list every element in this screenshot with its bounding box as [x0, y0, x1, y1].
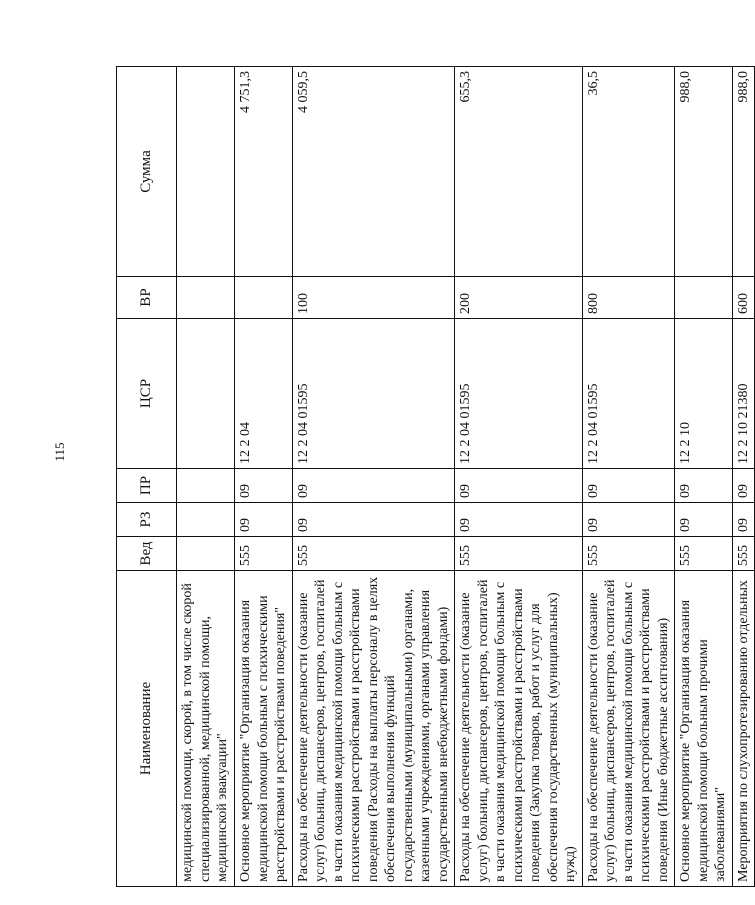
cell-rz: [177, 503, 235, 537]
cell-vr: 800: [582, 277, 675, 319]
cell-sum: 988,0: [675, 67, 733, 277]
cell-ved: 555: [732, 537, 755, 571]
cell-pr: [177, 469, 235, 503]
cell-csr: [177, 319, 235, 469]
cell-pr: 09: [235, 469, 293, 503]
header-vr: ВР: [117, 277, 177, 319]
table-row: [292, 67, 455, 887]
header-name: Наименование: [117, 571, 177, 887]
cell-sum: 4 751,3: [235, 67, 293, 277]
cell-vr: 200: [455, 277, 583, 319]
cell-name: Расходы на обеспечение деятельности (оказание услуг) больниц, диспансеров, центров, госпиталей в части оказания медицинской помощи больным с психическими расстройствами и расстройствами поведения (Иные бюджетные ассигнования): [582, 571, 675, 887]
table-row: [235, 67, 293, 887]
cell-ved: 555: [582, 537, 675, 571]
cell-csr: 12 2 04 01595: [582, 319, 675, 469]
cell-csr: 12 2 10 21380: [732, 319, 755, 469]
cell-name: Основное мероприятие "Организация оказания медицинской помощи больным с психическими расстройствами и расстройствами поведения": [235, 571, 293, 887]
page-number: 115: [52, 442, 67, 462]
cell-rz: 09: [455, 503, 583, 537]
cell-pr: 09: [292, 469, 455, 503]
budget-table-rotated: [116, 67, 751, 887]
header-sum: Сумма: [117, 67, 177, 277]
cell-ved: 555: [235, 537, 293, 571]
header-rz: РЗ: [117, 503, 177, 537]
cell-rz: 09: [235, 503, 293, 537]
cell-pr: 09: [675, 469, 733, 503]
cell-pr: 09: [582, 469, 675, 503]
table-row: [177, 67, 235, 887]
cell-rz: 09: [582, 503, 675, 537]
cell-pr: 09: [732, 469, 755, 503]
cell-name: Расходы на обеспечение деятельности (оказание услуг) больниц, диспансеров, центров, госпиталей в части оказания медицинской помощи больным с психическими расстройствами и расстройствами поведения (Расходы на выплаты персоналу в целях обеспечения выполнения функций государственными (муниципальными) органами, казенными учреждениями, органами управления государственными внебюджетными фондами): [292, 571, 455, 887]
header-ved: Вед: [117, 537, 177, 571]
cell-name: Мероприятия по слухопротезированию отдельных: [732, 571, 755, 887]
cell-sum: 4 059,5: [292, 67, 455, 277]
cell-rz: 09: [675, 503, 733, 537]
cell-vr: [675, 277, 733, 319]
cell-vr: [235, 277, 293, 319]
header-pr: ПР: [117, 469, 177, 503]
table-row: [582, 67, 675, 887]
cell-ved: 555: [675, 537, 733, 571]
cell-rz: 09: [732, 503, 755, 537]
cell-vr: 600: [732, 277, 755, 319]
cell-sum: [177, 67, 235, 277]
cell-name: Основное мероприятие "Организация оказания медицинской помощи больным прочими заболеваниями": [675, 571, 733, 887]
table-row: [732, 67, 755, 887]
header-row: [117, 67, 177, 887]
cell-sum: 655,3: [455, 67, 583, 277]
cell-csr: 12 2 10: [675, 319, 733, 469]
cell-csr: 12 2 04: [235, 319, 293, 469]
table-row: [455, 67, 583, 887]
cell-csr: 12 2 04 01595: [292, 319, 455, 469]
cell-sum: 988,0: [732, 67, 755, 277]
cell-sum: 36,5: [582, 67, 675, 277]
cell-ved: 555: [455, 537, 583, 571]
header-csr: ЦСР: [117, 319, 177, 469]
cell-pr: 09: [455, 469, 583, 503]
cell-rz: 09: [292, 503, 455, 537]
budget-table: [116, 66, 755, 887]
table-row: [675, 67, 733, 887]
cell-vr: 100: [292, 277, 455, 319]
cell-name: медицинской помощи, скорой, в том числе скорой специализированной, медицинской помощи, медицинской эвакуации": [177, 571, 235, 887]
cell-vr: [177, 277, 235, 319]
cell-ved: 555: [292, 537, 455, 571]
cell-name: Расходы на обеспечение деятельности (оказание услуг) больниц, диспансеров, центров, госпиталей в части оказания медицинской помощи больным с психическими расстройствами и расстройствами поведения (Закупка товаров, работ и услуг для обеспечения государственных (муниципальных) нужд): [455, 571, 583, 887]
cell-csr: 12 2 04 01595: [455, 319, 583, 469]
cell-ved: [177, 537, 235, 571]
